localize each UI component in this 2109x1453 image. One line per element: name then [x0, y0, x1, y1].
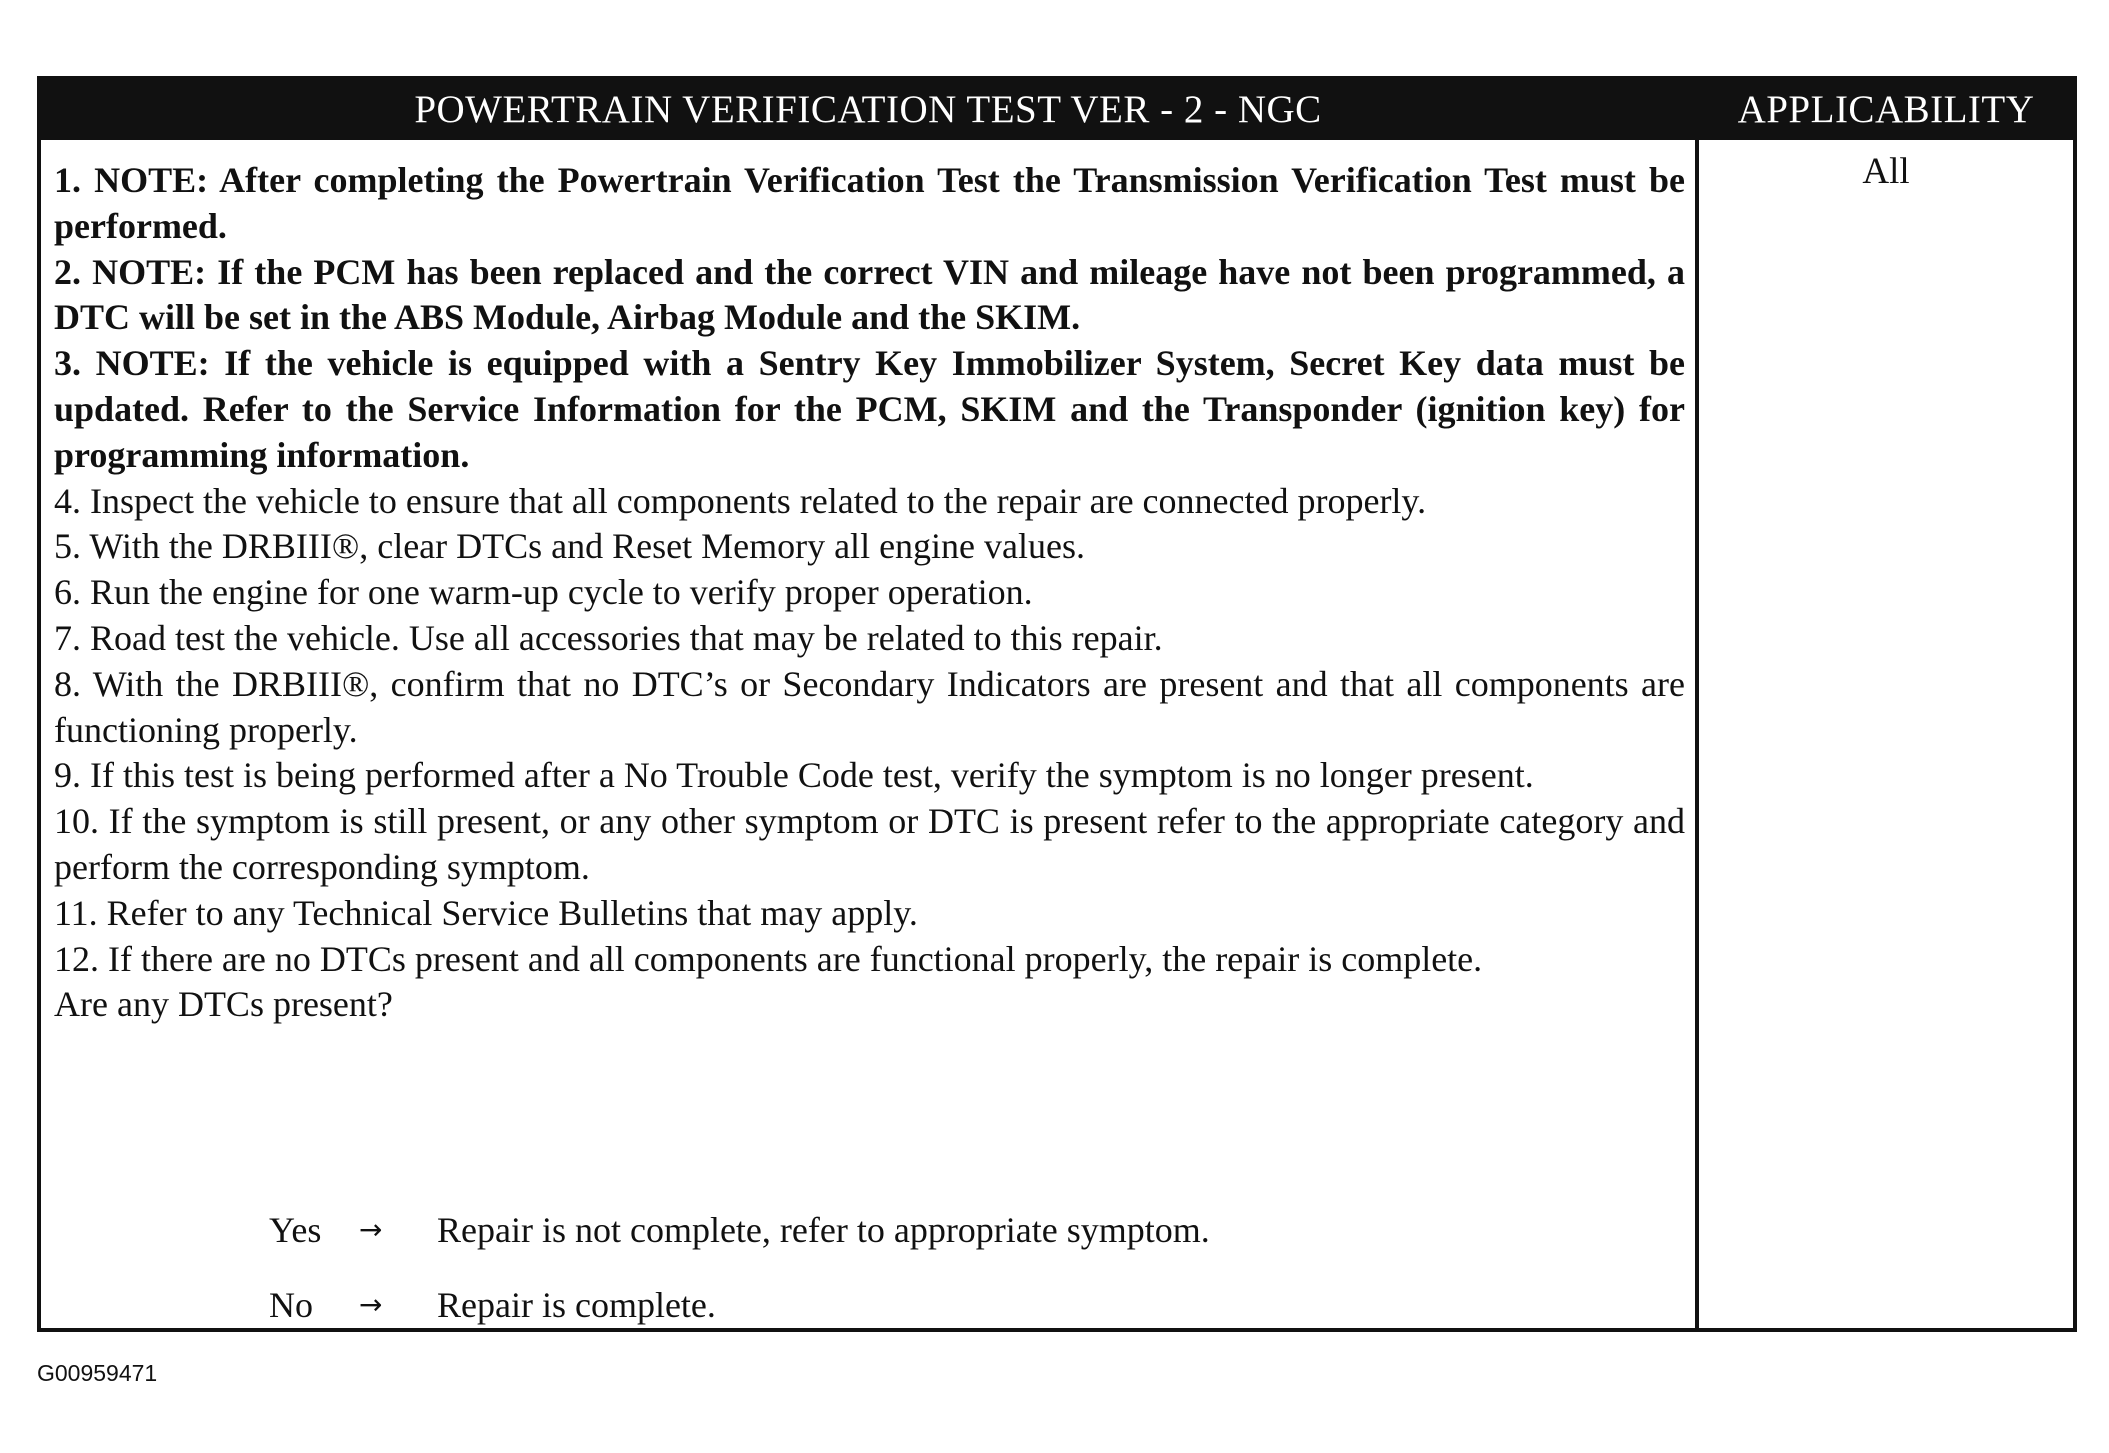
- answer-no: [269, 1267, 1210, 1342]
- answer-yes: [269, 1192, 1210, 1267]
- answer-result: Repair is not complete, refer to appropriate symptom.: [437, 1209, 1210, 1250]
- procedure-step: 10. If the symptom is still present, or any other symptom or DTC is present refer to the appropriate category and perform the corresponding symptom.: [54, 801, 1685, 887]
- procedure-step: 6. Run the engine for one warm-up cycle to verify proper operation.: [54, 572, 1033, 613]
- answer-result: Repair is complete.: [437, 1284, 716, 1325]
- applicability-value: All: [1862, 151, 1910, 192]
- answer-label: No: [269, 1284, 313, 1325]
- procedure-step: 7. Road test the vehicle. Use all accessories that may be related to this repair.: [54, 617, 1163, 658]
- table-title: POWERTRAIN VERIFICATION TEST VER - 2 - NGC: [414, 88, 1322, 131]
- procedure-step: 12. If there are no DTCs present and all components are functional properly, the repair is complete.: [54, 938, 1483, 979]
- arrow-right-icon: →: [359, 1288, 383, 1321]
- procedure-step: 4. Inspect the vehicle to ensure that all components related to the repair are connected properly.: [54, 480, 1427, 521]
- procedure-step: 11. Refer to any Technical Service Bulletins that may apply.: [54, 892, 918, 933]
- procedure-step: 2. NOTE: If the PCM has been replaced and the correct VIN and mileage have not been programmed, a DTC will be set in the ABS Module, Airbag Module and the SKIM.: [54, 251, 1685, 338]
- table-header: [41, 80, 2073, 140]
- applicability-header: APPLICABILITY: [1737, 88, 2035, 131]
- document-id: G00959471: [37, 1360, 158, 1386]
- procedure-step: 1. NOTE: After completing the Powertrain Verification Test the Transmission Verification Test must be performed.: [54, 160, 1685, 246]
- answer-label: Yes: [269, 1209, 322, 1250]
- arrow-right-icon: →: [359, 1213, 383, 1246]
- procedure-steps: [54, 158, 1685, 1028]
- procedure-step: 5. With the DRBIII®, clear DTCs and Reset Memory all engine values.: [54, 526, 1085, 567]
- procedure-step: 3. NOTE: If the vehicle is equipped with a Sentry Key Immobilizer System, Secret Key data must be updated. Refer to the Service Information for the PCM, SKIM and the Transponder (ignition key) for programming information.: [54, 343, 1685, 475]
- procedure-step: 9. If this test is being performed after a No Trouble Code test, verify the symptom is no longer present.: [54, 755, 1534, 796]
- question: Are any DTCs present?: [54, 984, 393, 1025]
- procedure-step: 8. With the DRBIII®, confirm that no DTC’s or Secondary Indicators are present and that all components are functioning properly.: [54, 663, 1685, 750]
- column-divider: [1695, 80, 1699, 1328]
- answer-options: [269, 1192, 1210, 1342]
- verification-test-table: [37, 76, 2077, 1332]
